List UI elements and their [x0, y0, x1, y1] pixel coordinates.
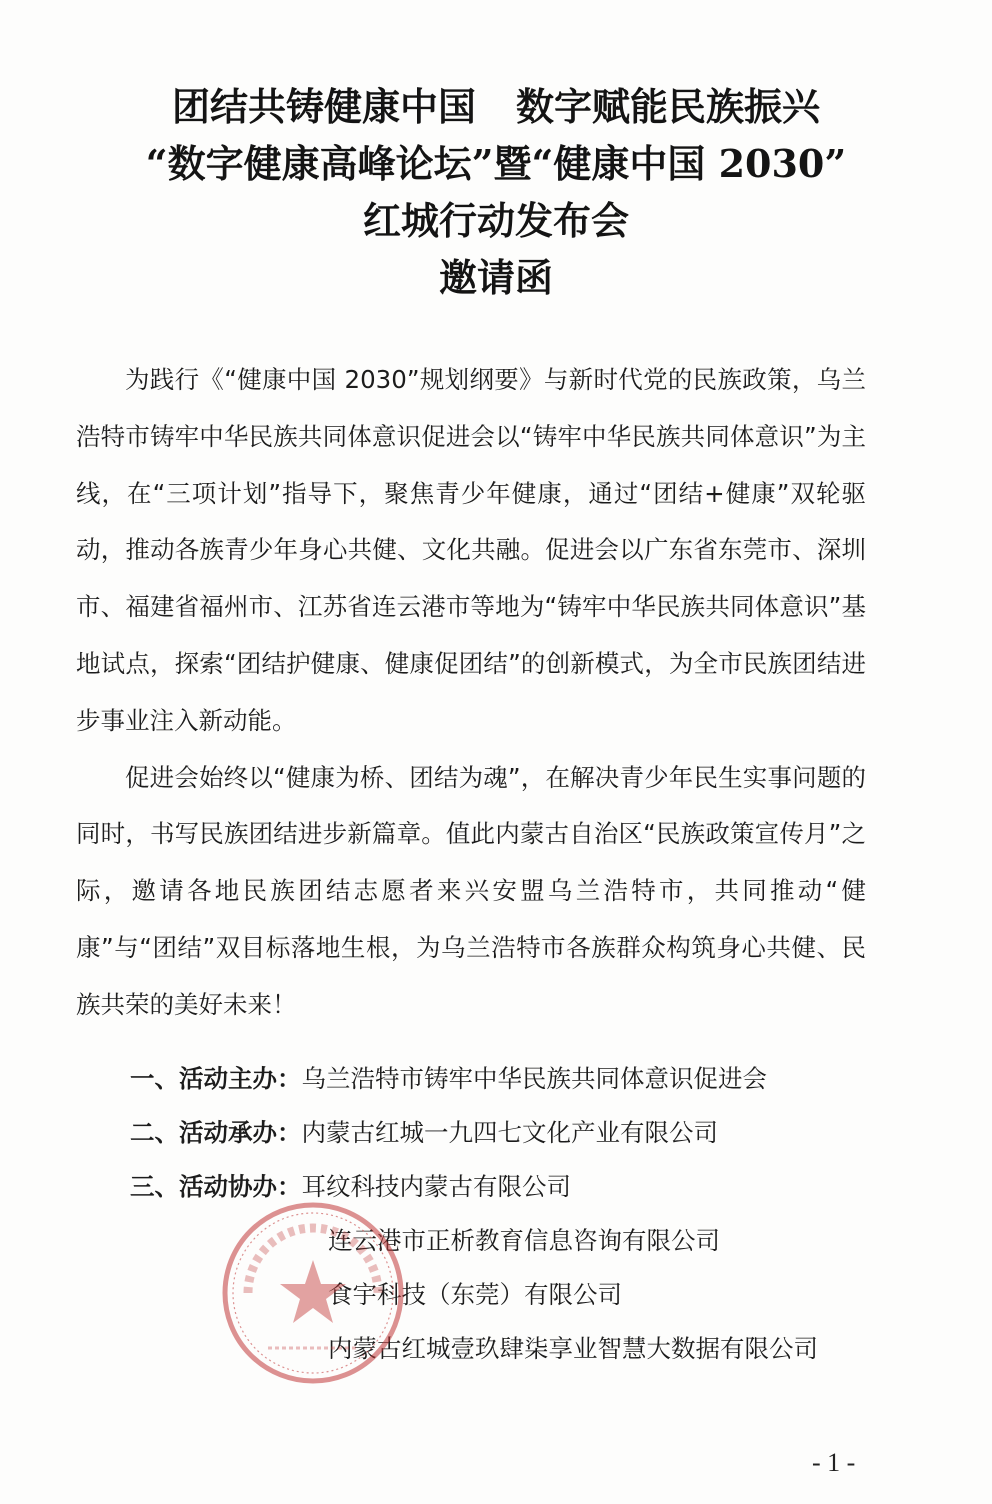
paragraph-1: 为践行《“健康中国 2030”规划纲要》与新时代党的民族政策，乌兰浩特市铸牢中华民族共同体意识促进会以“铸牢中华民族共同体意识”为主线，在“三项计划”指导下，聚焦青少年健康，通过“团结+健康”双轮驱动，推动各族青少年身心共健、文化共融。促进会以广东省东莞市、深圳市、福建省福州市、江苏省连云港市等地为“铸牢中华民族共同体意识”基地试点，探索“团结护健康、健康促团结”的创新模式，为全市民族团结进步事业注入新动能。 [76, 365, 866, 735]
paragraph-2: 促进会始终以“健康为桥、团结为魂”，在解决青少年民生实事问题的同时，书写民族团结进步新篇章。值此内蒙古自治区“民族政策宣传月”之际，邀请各地民族团结志愿者来兴安盟乌兰浩特市，共同推动“健康”与“团结”双目标落地生根，为乌兰浩特市各族群众构筑身心共健、民族共荣的美好未来！ [76, 762, 866, 1019]
title-block [0, 78, 992, 306]
undertaker-row [130, 1106, 890, 1160]
title-line-1 [0, 78, 992, 135]
host-value: 乌兰浩特市铸牢中华民族共同体意识促进会 [301, 1064, 767, 1093]
co-organizer-value-4: 内蒙古红城壹玖肆柒享业智慧大数据有限公司 [328, 1334, 818, 1363]
host-row [130, 1052, 890, 1106]
page-number: - 1 - [812, 1448, 856, 1477]
undertaker-label: 二、活动承办： [130, 1118, 302, 1147]
host-label: 一、活动主办： [130, 1064, 302, 1093]
title-slogan-2: 数字赋能民族振兴 [516, 84, 821, 129]
co-organizer-value-2: 连云港市正析教育信息咨询有限公司 [328, 1226, 720, 1255]
co-organizer-value-1: 耳纹科技内蒙古有限公司 [301, 1172, 571, 1201]
body-text [76, 352, 866, 1034]
title-slogan-1: 团结共铸健康中国 [171, 84, 476, 129]
co-organizer-value-3: 食宇科技（东莞）有限公司 [328, 1280, 622, 1309]
official-seal-icon [218, 1198, 408, 1388]
title-line-3: 红城行动发布会 [362, 198, 629, 243]
undertaker-value: 内蒙古红城一九四七文化产业有限公司 [301, 1118, 718, 1147]
title-line-4: 邀请函 [438, 255, 553, 300]
co-organizer-label: 三、活动协办： [130, 1172, 302, 1201]
title-line-2: “数字健康高峰论坛”暨“健康中国 2030” [145, 141, 847, 186]
